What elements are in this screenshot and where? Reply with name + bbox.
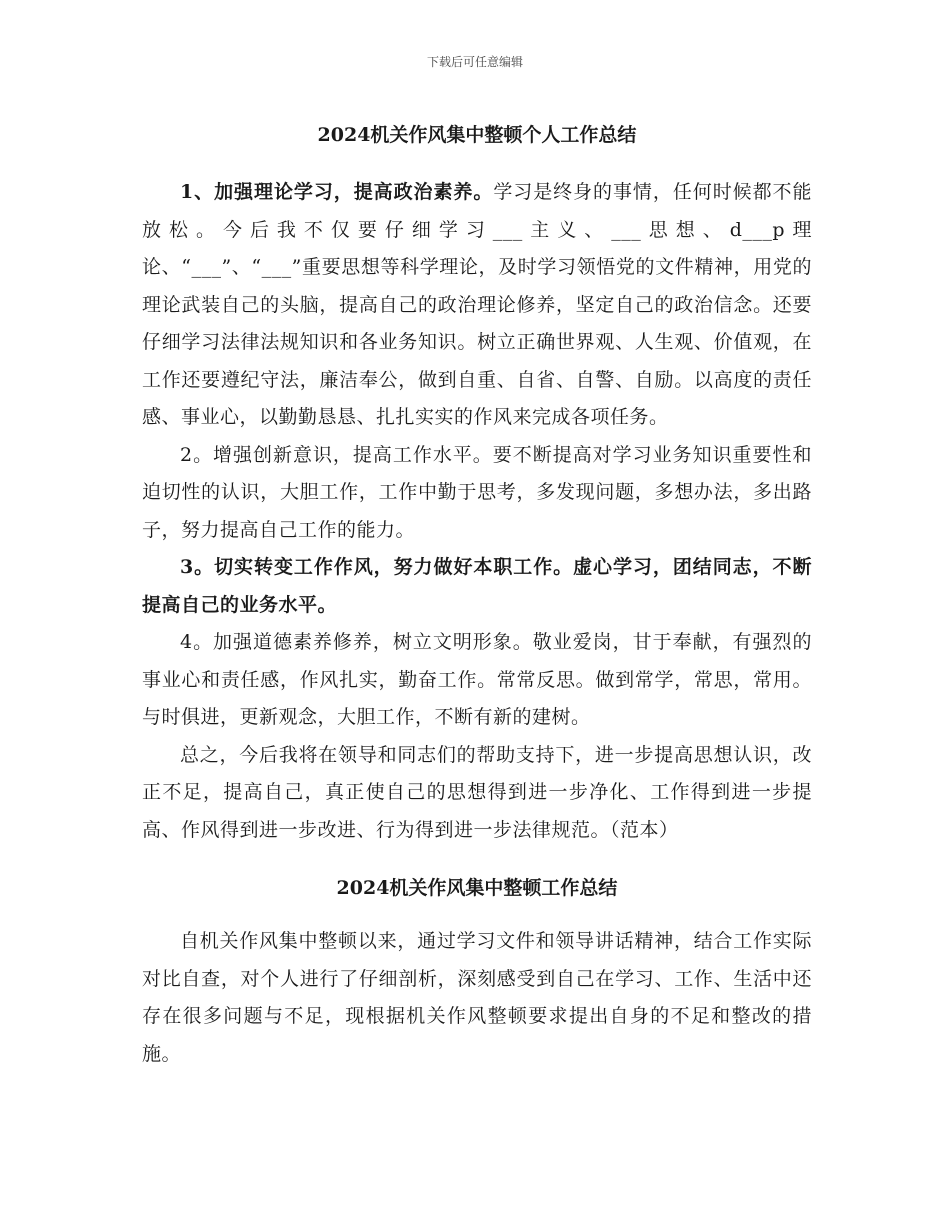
- paragraph-4: 4。加强道德素养修养，树立文明形象。敬业爱岗，甘于奉献，有强烈的事业心和责任感，作风扎实，勤奋工作。常常反思。做到常学，常思，常用。与时俱进，更新观念，大胆工作，不断有新的建树。: [142, 631, 812, 728]
- paragraph-1: [142, 174, 812, 437]
- sample-note: （范本）: [610, 818, 679, 841]
- paragraph-5-text: 总之，今后我将在领导和同志们的帮助支持下，进一步提高思想认识，改正不足，提高自己，真正使自己的思想得到进一步净化、工作得到进一步提高、作风得到进一步改进、行为得到进一步法律规范。: [142, 743, 812, 841]
- header-note: 下载后可任意编辑: [426, 55, 523, 69]
- section-2-title: 2024机关作风集中整顿工作总结: [336, 877, 618, 899]
- document-title: 2024机关作风集中整顿个人工作总结: [317, 124, 637, 146]
- paragraph-5: [142, 737, 812, 850]
- paragraph-3: 3。切实转变工作作风，努力做好本职工作。虚心学习，团结同志，不断提高自己的业务水平。: [142, 556, 812, 616]
- paragraph-1-heading: 1、加强理论学习，提高政治素养。: [180, 181, 494, 203]
- paragraph-1-text: 学习是终身的事情，任何时候都不能放松。今后我不仅要仔细学习___主义、___思想、d___p理论、“___”、“___”重要思想等科学理论，及时学习领悟党的文件精神，用党的理论武装自己的头脑，提高自己的政治理论修养，坚定自己的政治信念。还要仔细学习法律法规知识和各业务知识。树立正确世界观、人生观、价值观，在工作还要遵纪守法，廉洁奉公，做到自重、自省、自警、自励。以高度的责任感、事业心，以勤勤恳恳、扎扎实实的作风来完成各项任务。: [142, 181, 812, 428]
- document-body: [142, 118, 812, 1073]
- section-2-paragraph-1: 自机关作风集中整顿以来，通过学习文件和领导讲话精神，结合工作实际对比自查，对个人进行了仔细剖析，深刻感受到自己在学习、工作、生活中还存在很多问题与不足，现根据机关作风整顿要求提出自身的不足和整改的措施。: [142, 930, 812, 1065]
- paragraph-2: 2。增强创新意识，提高工作水平。要不断提高对学习业务知识重要性和迫切性的认识，大胆工作，工作中勤于思考，多发现问题，多想办法，多出路子，努力提高自己工作的能力。: [142, 443, 812, 541]
